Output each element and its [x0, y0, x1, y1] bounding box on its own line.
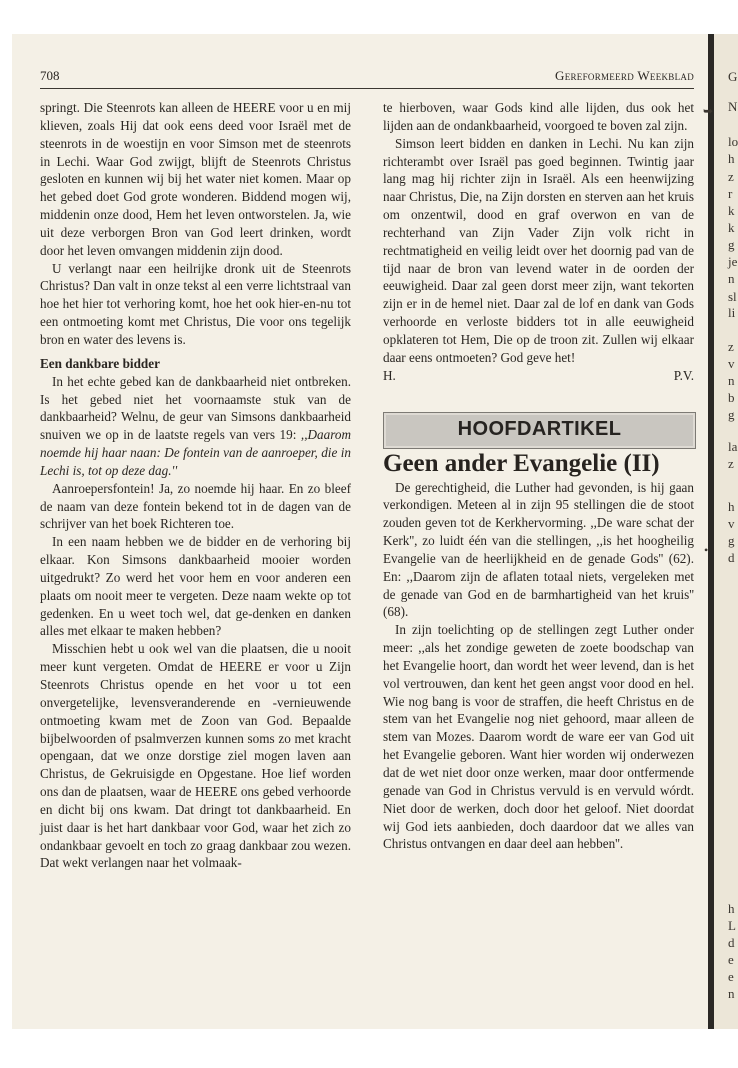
edge-fragment: k: [728, 220, 735, 235]
edge-fragment: v: [728, 356, 735, 371]
paragraph-text: In het echte gebed kan de dankbaarheid niet ontbreken. Is het gebed niet het voornaamste stuk van de dankbaarheid? Welnu, de geur van Simsons dankbaarheid snuiven we op in de laatste regels van vers 19:: [40, 373, 351, 443]
edge-fragment: g: [728, 533, 735, 548]
paragraph: Simson leert bidden en danken in Lechi. Nu kan zijn richterambt over Israël pas goed beginnen. Twintig jaar lang mag hij richter zijn in Israël. Als een heenwijzing naar Christus, Die, na Zijn dorsten en sterven aan het kruis om onzentwil, dood en graf overwon en van de rechterhand van Zijn Vader Zijn volk richt in rechtmatigheid en veilig leidt over het doornig pad van de tijd naar de bron van levend water in de oorden der eeuwigheid. Daar zal geen dorst meer zijn, want tekorten zijn er in de hemel niet. Daar zal de lof en dank van Gods verhoorde en verloste bidders tot in alle eeuwigheid opklateren tot Hem, Die op de troon zit. Zullen wij elkaar daar eens ontmoeten? God geve het!: [383, 135, 694, 365]
edge-fragment: g: [728, 237, 735, 252]
paragraph: te hierboven, waar Gods kind alle lijden, dus ook het lijden aan de ondankbaarheid, voorgoed te boven zal zijn.: [383, 100, 694, 133]
edge-fragment: la: [728, 439, 738, 454]
article-title: Geen ander Evangelie (II): [383, 449, 660, 477]
page-number: 708: [40, 68, 60, 83]
paragraph: springt. Die Steenrots kan alleen de HEERE voor u en mij klieven, zoals Hij dat ook eens deed voor Israël met de steenrots in de woestijn en voor Simson met de steenrots in Lechi. Waar God zwijgt, blijft de Steenrots Christus gesloten en kunnen wij bij het water niet komen. Maar op het gebed doet God grote wonderen. Biddend mogen wij, middenin onze dood, Hem het leven ontworstelen. Ja, wie uit deze verborgen Bron van God leert drinken, wordt door het leven omvangen middenin zijn dood.: [40, 100, 351, 258]
edge-fragment: sl: [728, 289, 737, 304]
edge-fragment: je: [728, 254, 738, 269]
section-subheading: Een dankbare bidder: [40, 355, 160, 371]
paragraph: Aanroepersfontein! Ja, zo noemde hij haar. En zo bleef de naam van deze fontein bekend tot in de dagen van de schrijver van het boek Richteren toe.: [40, 480, 351, 532]
section-banner: HOOFDARTIKEL: [383, 412, 696, 449]
edge-fragment: h: [728, 901, 735, 916]
edge-fragment: e: [728, 952, 734, 967]
paragraph: In een naam hebben we de bidder en de verhoring bij elkaar. Kon Simsons dankbaarheid mooier worden uitgedrukt? Zo werd het voor hem en voor anderen een plaats om nooit meer te vergeten. Deze naam wekte op tot gedenken. En u weet toch wel, dat ge-denken en danken alles met elkaar te maken hebben?: [40, 534, 351, 639]
signature-initials: P.V.: [673, 367, 694, 383]
edge-fragment: N: [728, 99, 738, 114]
edge-fragment: h: [728, 151, 735, 166]
edge-fragment: L: [728, 918, 736, 933]
edge-fragment: h: [728, 499, 735, 514]
edge-fragment: G: [728, 69, 738, 84]
edge-fragment: d: [728, 935, 735, 950]
scripture-quote: ,,Daarom noemde hij haar naan: De fontein van de aanroeper, die in Lechi is, tot op deze dag.'': [40, 427, 351, 478]
paragraph: [40, 373, 351, 480]
right-column: [383, 99, 694, 853]
edge-fragment: k: [728, 203, 735, 218]
edge-fragment: n: [728, 373, 735, 388]
edge-fragment: lo: [728, 134, 738, 149]
left-column: [40, 99, 351, 872]
edge-fragment: r: [728, 186, 733, 201]
edge-fragment: n: [728, 271, 735, 286]
paragraph: De gerechtigheid, die Luther had gevonden, is hij gaan verkondigen. Meteen al in zijn 95 stellingen die de stoot zouden geven tot de Kerkhervorming. ,,De ware schat der Kerk'', zo luidt één van die stellingen, ,,is het hoogheilig Evangelie van de heerlijkheid en de genade Gods'' (62). En: ,,Daarom zijn de aflaten totaal niets, vergeleken met de genade van God en de barmhartigheid van het kruis'' (68).: [383, 479, 694, 620]
edge-fragment: b: [728, 390, 735, 405]
edge-fragment: z: [728, 169, 734, 184]
paragraph: In zijn toelichting op de stellingen zegt Luther onder meer: ,,als het zondige geweten de zoete boodschap van het Evangelie hoort, dan wordt het weer levend, dan is het vol vertrouwen, dan kent het geen angst voor dood en hel. Wie nog bang is voor de straffen, die heeft Christus en de stem van het Evangelie nog niet gehoord, maar alleen de stem van Mozes. Daarom wordt de ware eer van God uit het Evangelie geboren. Want hier worden wij onderwezen dat de wet niet door onze werken, maar door ontfermende genade van God in Christus vervuld is en vervuld wórdt. Niet door de werken, doch door het geloof. Niet doordat wij God iets aanbieden, doch daardoor dat we alles van Christus ontvangen en daar deel aan hebben''.: [383, 622, 694, 852]
header-rule: [40, 88, 694, 89]
edge-fragment: z: [728, 456, 734, 471]
edge-fragment: d: [728, 550, 735, 565]
edge-fragment: g: [728, 407, 735, 422]
signature-initial: H.: [383, 367, 396, 383]
edge-fragment: li: [728, 305, 736, 320]
edge-fragment: z: [728, 339, 734, 354]
journal-title: Gereformeerd Weekblad: [555, 68, 694, 83]
margin-mark-icon: ➥: [703, 104, 714, 118]
edge-fragment: n: [728, 986, 735, 1001]
next-page-strip: [714, 34, 738, 1029]
author-signature: [383, 367, 694, 385]
margin-dot-icon: •: [704, 543, 709, 557]
edge-fragment: e: [728, 969, 734, 984]
paragraph: U verlangt naar een heilrijke dronk uit de Steenrots Christus? Dan valt in onze tekst al een verre lichtstraal van hoe het hier tot verhoring komt, hoe het ook hier-en-nu tot een ontmoeting komt met Christus, Die voor ons tegelijk bron en water des levens is.: [40, 260, 351, 347]
paragraph: Misschien hebt u ook wel van die plaatsen, die u nooit meer kunt vergeten. Omdat de HEERE er voor u Zijn Steenrots Christus opende en het voor u tot een onvergetelijke, levensveranderende en -vernieuwende ontmoeting kwam met de Zoon van God. Bepaalde bijbelwoorden of psalmverzen kunnen soms zo met kracht opengaan, dat we onze dorstige ziel mogen laven aan Christus, de Gekruisigde en Opgestane. Hoe lief worden ons dan de plaatsen, waar de HEERE ons gebed verhoorde en dicht bij ons kwam. Dat dringt tot dankbaarheid. En juist daar is het hart dankbaar voor God, waar het zich zo ondankbaar gevoelt en toch zo graag dankbaar zou wezen. Dat wekt verlangen naar het volmaak-: [40, 641, 351, 871]
edge-fragment: v: [728, 516, 735, 531]
